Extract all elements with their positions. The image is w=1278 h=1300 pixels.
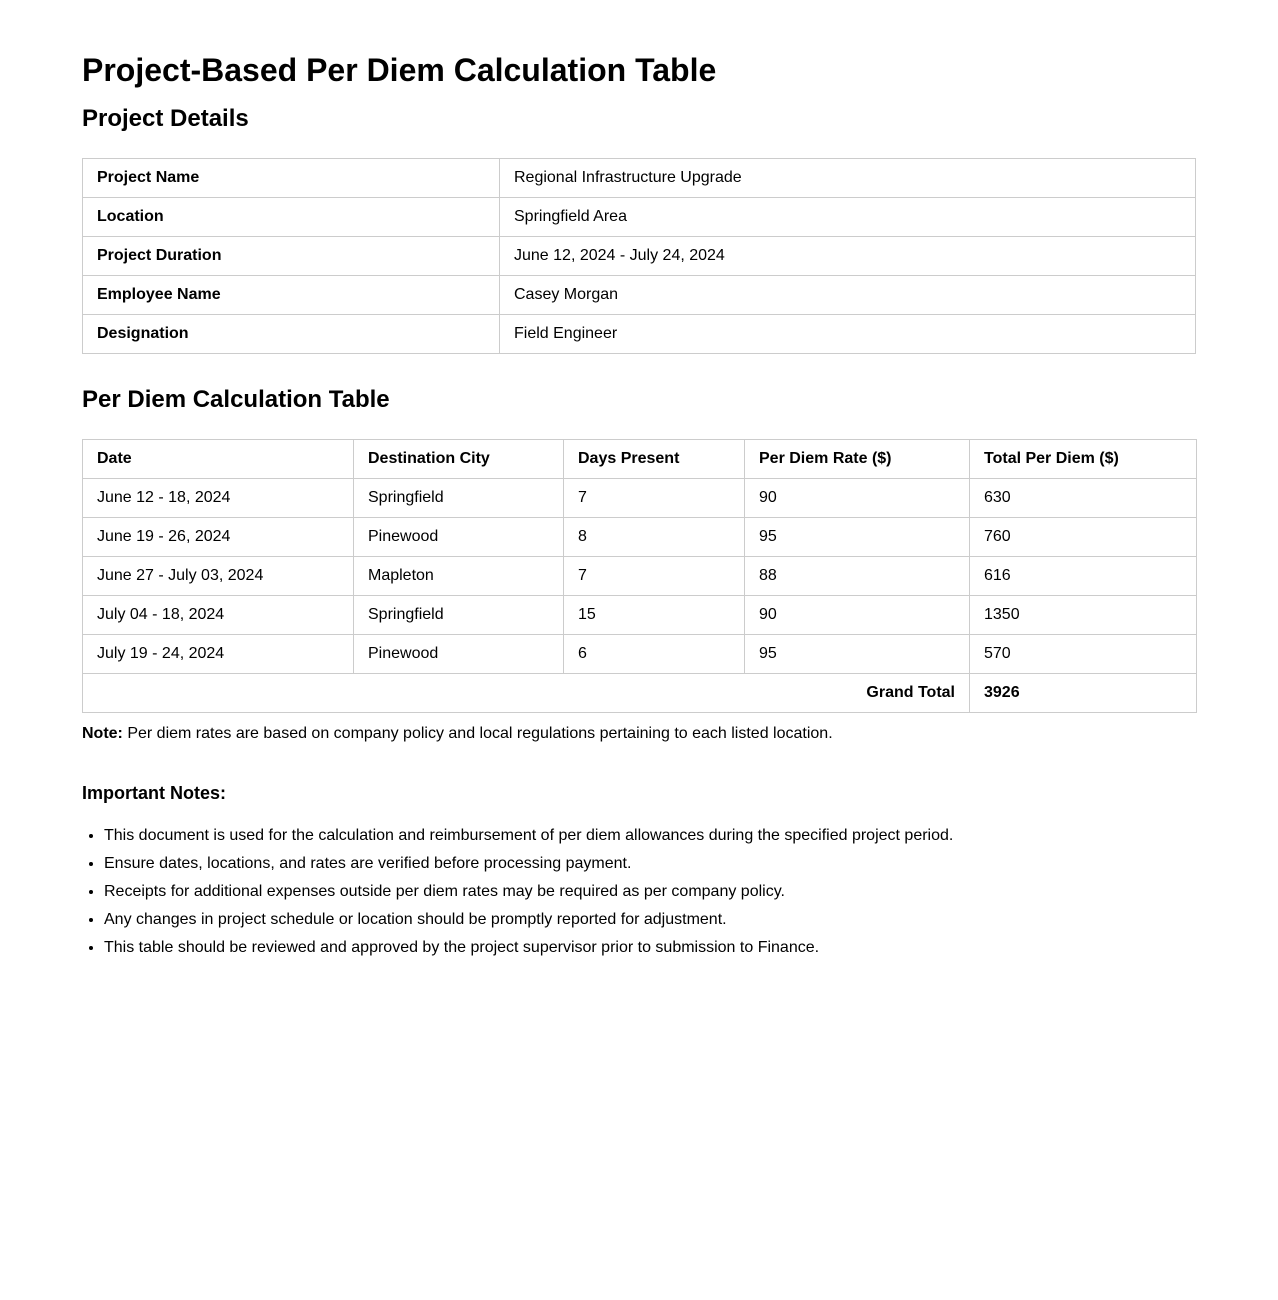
note xyxy=(82,724,1196,744)
calculation-heading: Per Diem Calculation Table xyxy=(82,386,390,413)
note-text: Per diem rates are based on company policy and local regulations pertaining to each listed location. xyxy=(122,725,833,742)
details-label: Project Name xyxy=(83,159,500,198)
cell-rate: 95 xyxy=(745,635,970,674)
cell-total: 570 xyxy=(970,635,1197,674)
details-label: Project Duration xyxy=(83,237,500,276)
important-notes-list xyxy=(82,826,1196,958)
cell-date: June 27 - July 03, 2024 xyxy=(83,557,354,596)
cell-total: 630 xyxy=(970,479,1197,518)
details-value: June 12, 2024 - July 24, 2024 xyxy=(500,237,1196,276)
cell-days: 6 xyxy=(564,635,745,674)
details-row xyxy=(83,198,1196,237)
details-row xyxy=(83,276,1196,315)
per-diem-table xyxy=(82,439,1197,713)
table-row xyxy=(83,479,1197,518)
grand-total-label: Grand Total xyxy=(83,674,970,713)
cell-date: June 12 - 18, 2024 xyxy=(83,479,354,518)
important-notes-heading: Important Notes: xyxy=(82,783,226,803)
details-row xyxy=(83,315,1196,354)
table-header-row xyxy=(83,440,1197,479)
details-value: Field Engineer xyxy=(500,315,1196,354)
column-header-rate: Per Diem Rate ($) xyxy=(745,440,970,479)
cell-date: July 19 - 24, 2024 xyxy=(83,635,354,674)
cell-days: 7 xyxy=(564,557,745,596)
grand-total-value: 3926 xyxy=(970,674,1197,713)
grand-total-row xyxy=(83,674,1197,713)
details-value: Casey Morgan xyxy=(500,276,1196,315)
cell-city: Springfield xyxy=(354,479,564,518)
details-row xyxy=(83,237,1196,276)
details-label: Location xyxy=(83,198,500,237)
cell-city: Pinewood xyxy=(354,518,564,557)
table-row xyxy=(83,518,1197,557)
column-header-date: Date xyxy=(83,440,354,479)
cell-rate: 90 xyxy=(745,596,970,635)
list-item: • This table should be reviewed and approved by the project supervisor prior to submission to Finance. xyxy=(104,938,1196,958)
list-item: • Receipts for additional expenses outside per diem rates may be required as per company policy. xyxy=(104,882,1196,902)
list-item: • This document is used for the calculation and reimbursement of per diem allowances during the specified project period. xyxy=(104,826,1196,846)
note-label: Note: xyxy=(82,725,123,742)
cell-city: Mapleton xyxy=(354,557,564,596)
page-title: Project-Based Per Diem Calculation Table xyxy=(82,52,717,88)
details-label: Designation xyxy=(83,315,500,354)
cell-city: Pinewood xyxy=(354,635,564,674)
project-details-heading: Project Details xyxy=(82,105,249,132)
cell-rate: 88 xyxy=(745,557,970,596)
table-row xyxy=(83,635,1197,674)
details-row xyxy=(83,159,1196,198)
cell-days: 8 xyxy=(564,518,745,557)
project-details-table xyxy=(82,158,1196,354)
cell-total: 1350 xyxy=(970,596,1197,635)
details-value: Springfield Area xyxy=(500,198,1196,237)
cell-date: June 19 - 26, 2024 xyxy=(83,518,354,557)
column-header-city: Destination City xyxy=(354,440,564,479)
cell-city: Springfield xyxy=(354,596,564,635)
cell-rate: 95 xyxy=(745,518,970,557)
details-label: Employee Name xyxy=(83,276,500,315)
cell-date: July 04 - 18, 2024 xyxy=(83,596,354,635)
cell-days: 7 xyxy=(564,479,745,518)
cell-days: 15 xyxy=(564,596,745,635)
cell-total: 616 xyxy=(970,557,1197,596)
table-row xyxy=(83,596,1197,635)
cell-rate: 90 xyxy=(745,479,970,518)
cell-total: 760 xyxy=(970,518,1197,557)
details-value: Regional Infrastructure Upgrade xyxy=(500,159,1196,198)
column-header-days: Days Present xyxy=(564,440,745,479)
list-item: • Ensure dates, locations, and rates are verified before processing payment. xyxy=(104,854,1196,874)
column-header-total: Total Per Diem ($) xyxy=(970,440,1197,479)
list-item: • Any changes in project schedule or location should be promptly reported for adjustment. xyxy=(104,910,1196,930)
table-row xyxy=(83,557,1197,596)
